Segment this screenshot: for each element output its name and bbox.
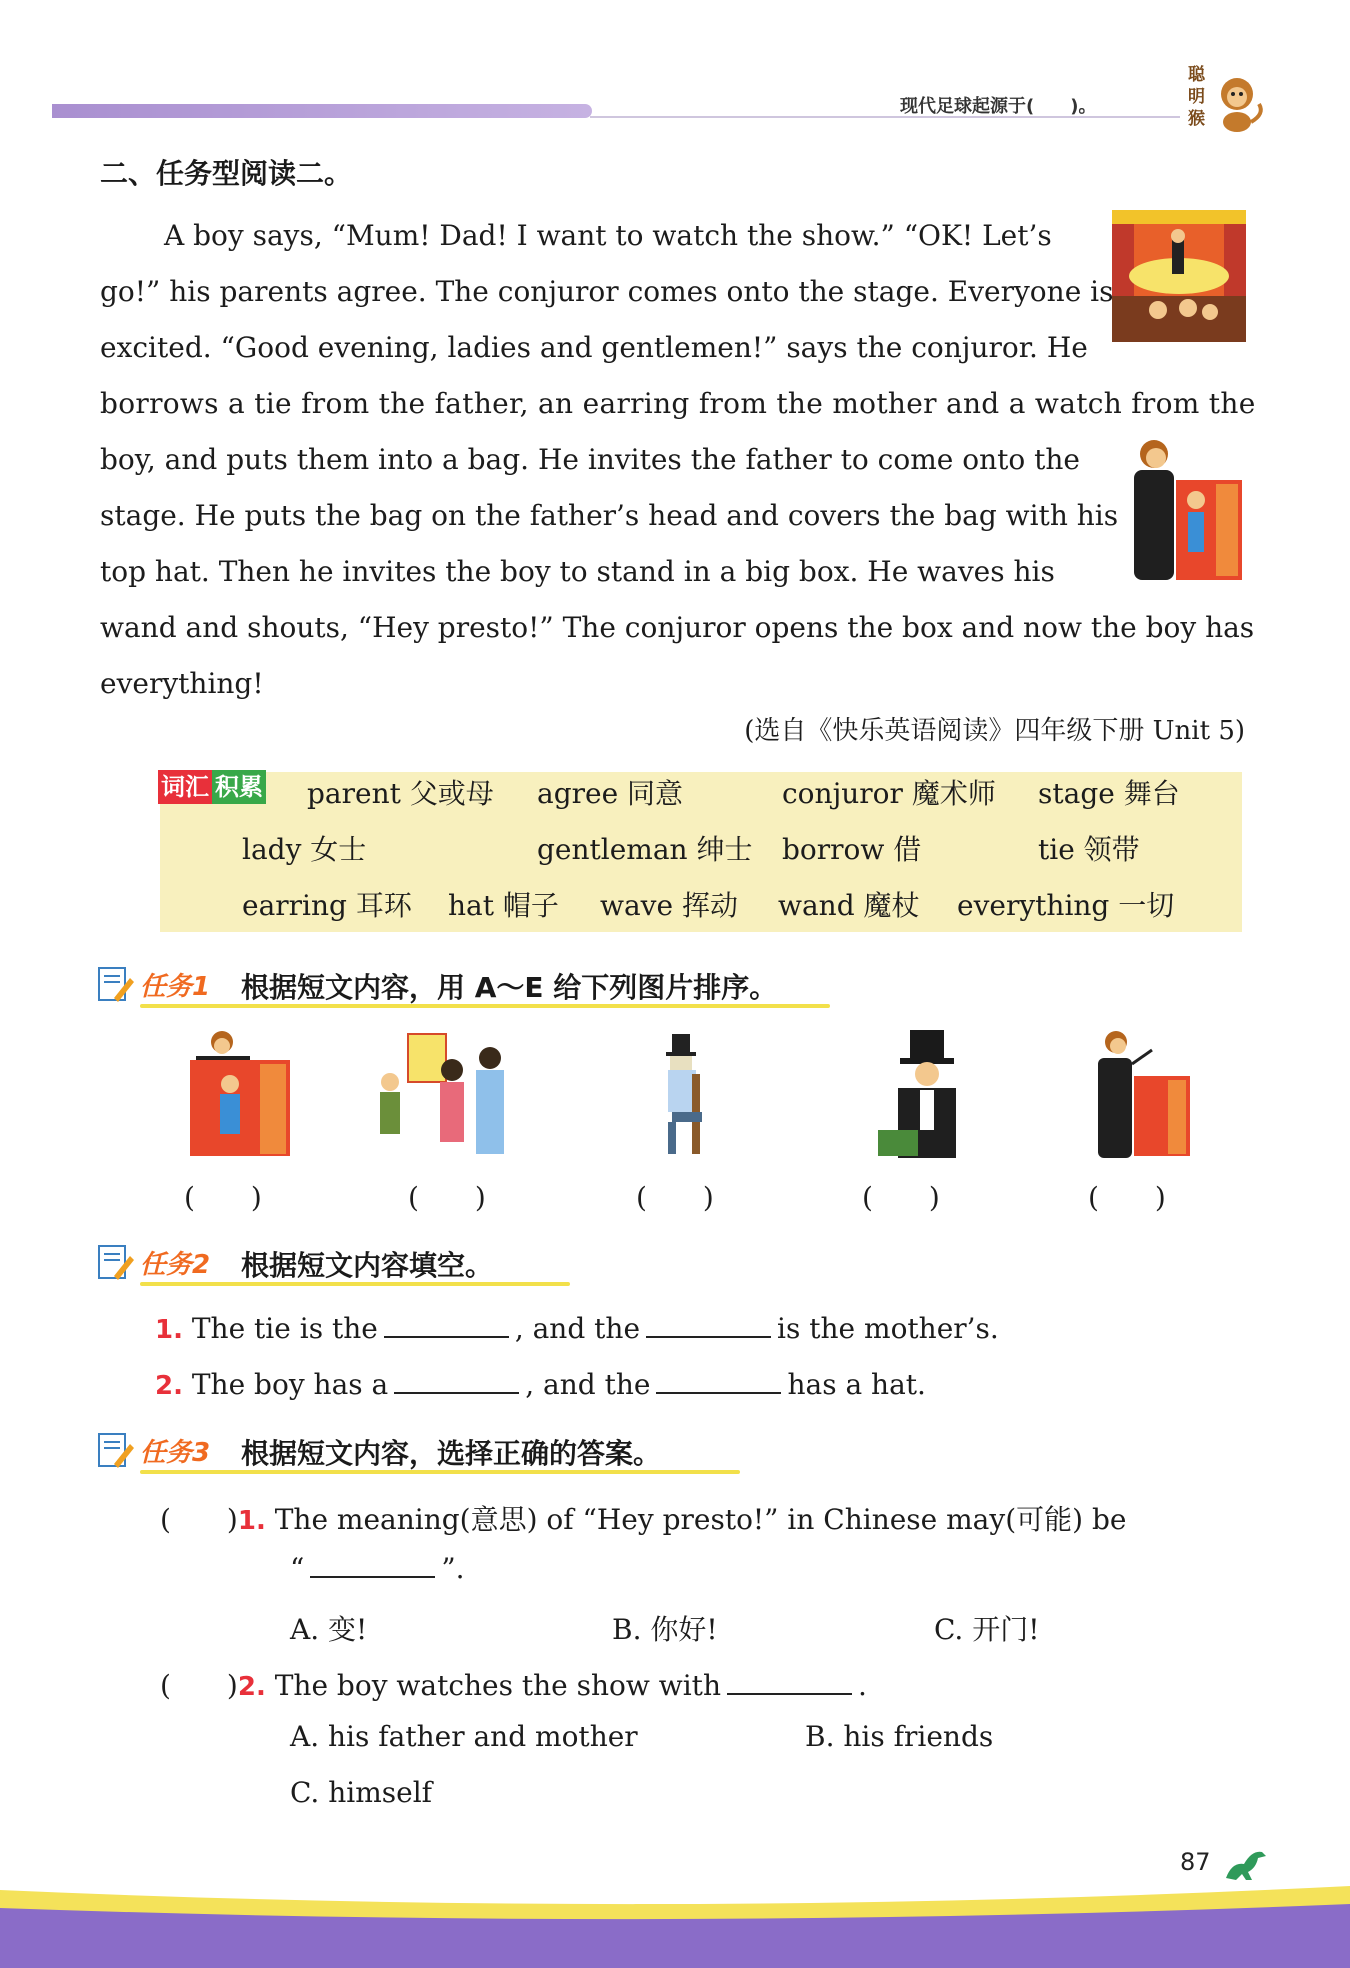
passage-line: everything! [100,667,264,700]
fill-blank[interactable] [394,1366,519,1394]
vocab-item: wave 挥动 [600,889,738,922]
option-b[interactable]: B. his friends [805,1720,994,1753]
vocab-item: tie 领带 [1038,833,1140,866]
passage-source: (选自《快乐英语阅读》四年级下册 Unit 5) [744,716,1245,746]
question-number: 2. [237,1672,266,1702]
section-title: 二、任务型阅读二。 [100,157,353,190]
vocab-tag [158,770,276,810]
passage [100,208,1256,712]
vocab-item: parent 父或母 [307,777,494,810]
task2-question-2 [155,1366,926,1401]
fill-blank[interactable] [646,1310,771,1338]
task1-header [96,964,836,1004]
task-pencil-icon [96,1430,136,1470]
question-text: is the mother’s. [777,1312,999,1345]
task2-text: 根据短文内容填空。 [241,1249,494,1282]
task3-question-2 [160,1664,867,1704]
vocab-tag-2: 积累 [212,770,266,804]
vocab-item: earring 耳环 [242,889,412,922]
dinosaur-icon [1222,1842,1270,1882]
fill-blank[interactable] [310,1550,435,1578]
question-text: The boy has a [191,1368,389,1401]
vocab-item: gentleman 绅士 [537,833,753,866]
question-text: The meaning(意思) of “Hey presto!” in Chinese may(可能) be [274,1503,1127,1536]
question-number: 2. [155,1371,183,1401]
vocab-item: borrow 借 [782,833,922,866]
answer-paren[interactable]: ( ) [184,1181,262,1214]
question-number: 1. [237,1506,266,1536]
task-pencil-icon [96,1242,136,1282]
question-text: , and the [514,1312,641,1345]
task2-header [96,1242,576,1282]
vocab-item: agree 同意 [537,777,684,810]
option-c[interactable]: C. 开门! [934,1613,1040,1646]
option-c[interactable]: C. himself [290,1776,433,1809]
option-a[interactable]: A. 变! [290,1613,368,1646]
vocab-tag-1: 词汇 [158,770,212,804]
question-end: . [857,1669,867,1702]
task3-underline [140,1470,740,1474]
answer-paren[interactable]: ( ) [408,1181,486,1214]
vocab-item: everything 一切 [957,889,1175,922]
passage-line [100,208,1096,264]
answer-paren[interactable]: ( ) [160,1503,238,1536]
fill-blank[interactable] [656,1366,781,1394]
header-band [52,104,592,118]
task3-text: 根据短文内容，选择正确的答案。 [241,1437,662,1470]
passage-line: borrows a tie from the father, an earring from the mother and a watch from the [100,387,1256,420]
task3-header [96,1430,746,1470]
mascot-text: 聪明猴 [1188,65,1205,129]
quote-mark: ”. [441,1552,465,1585]
answer-paren[interactable]: ( ) [862,1181,940,1214]
question-text: The tie is the [191,1312,378,1345]
task1-label: 任务1 [140,972,211,1002]
fill-blank[interactable] [727,1667,852,1695]
fill-blank[interactable] [384,1310,509,1338]
passage-line: stage. He puts the bag on the father’s head and covers the bag with his [100,499,1119,532]
passage-line: top hat. Then he invites the boy to stand in a big box. He waves his [100,555,1055,588]
picture-conjuror-box [160,1030,310,1160]
vocab-item: conjuror 魔术师 [782,777,996,810]
task2-label: 任务2 [140,1250,211,1280]
quote-mark: “ [290,1552,305,1585]
task3-question-1 [160,1498,1126,1538]
passage-line: boy, and puts them into a bag. He invites the father to come onto the [100,443,1080,476]
answer-paren[interactable]: ( ) [1088,1181,1166,1214]
passage-line: wand and shouts, “Hey presto!” The conjuror opens the box and now the boy has [100,611,1255,644]
task3-question-1-blank [290,1550,465,1585]
page-number: 87 [1180,1848,1211,1876]
passage-line: excited. “Good evening, ladies and gentlemen!” says the conjuror. He [100,331,1088,364]
task-pencil-icon [96,964,136,1004]
answer-paren[interactable]: ( ) [160,1669,238,1702]
passage-line: go!” his parents agree. The conjuror comes onto the stage. Everyone is [100,275,1114,308]
vocab-item: lady 女士 [242,833,367,866]
picture-conjuror-wand [1080,1030,1230,1160]
question-text: , and the [525,1368,651,1401]
passage-text: A boy says, “Mum! Dad! I want to watch the show.” “OK! Let’s [164,219,1052,252]
answer-paren[interactable]: ( ) [636,1181,714,1214]
task2-underline [140,1282,570,1286]
vocab-item: hat 帽子 [448,889,559,922]
question-number: 1. [155,1315,183,1345]
option-b[interactable]: B. 你好! [612,1613,718,1646]
picture-conjuror-hat [848,1030,998,1160]
header-quiz: 现代足球起源于( )。 [900,96,1097,117]
task3-label: 任务3 [140,1438,211,1468]
task1-underline [140,1004,830,1008]
task2-question-1 [155,1310,999,1345]
footer-band [0,1880,1350,1968]
vocab-item: stage 舞台 [1038,777,1180,810]
task1-text: 根据短文内容，用 A～E 给下列图片排序。 [241,971,778,1004]
question-text: has a hat. [787,1368,926,1401]
question-text: The boy watches the show with [274,1669,721,1702]
picture-father-chair [612,1030,762,1160]
option-a[interactable]: A. his father and mother [290,1720,638,1753]
picture-family [368,1030,518,1160]
vocab-item: wand 魔杖 [778,889,920,922]
